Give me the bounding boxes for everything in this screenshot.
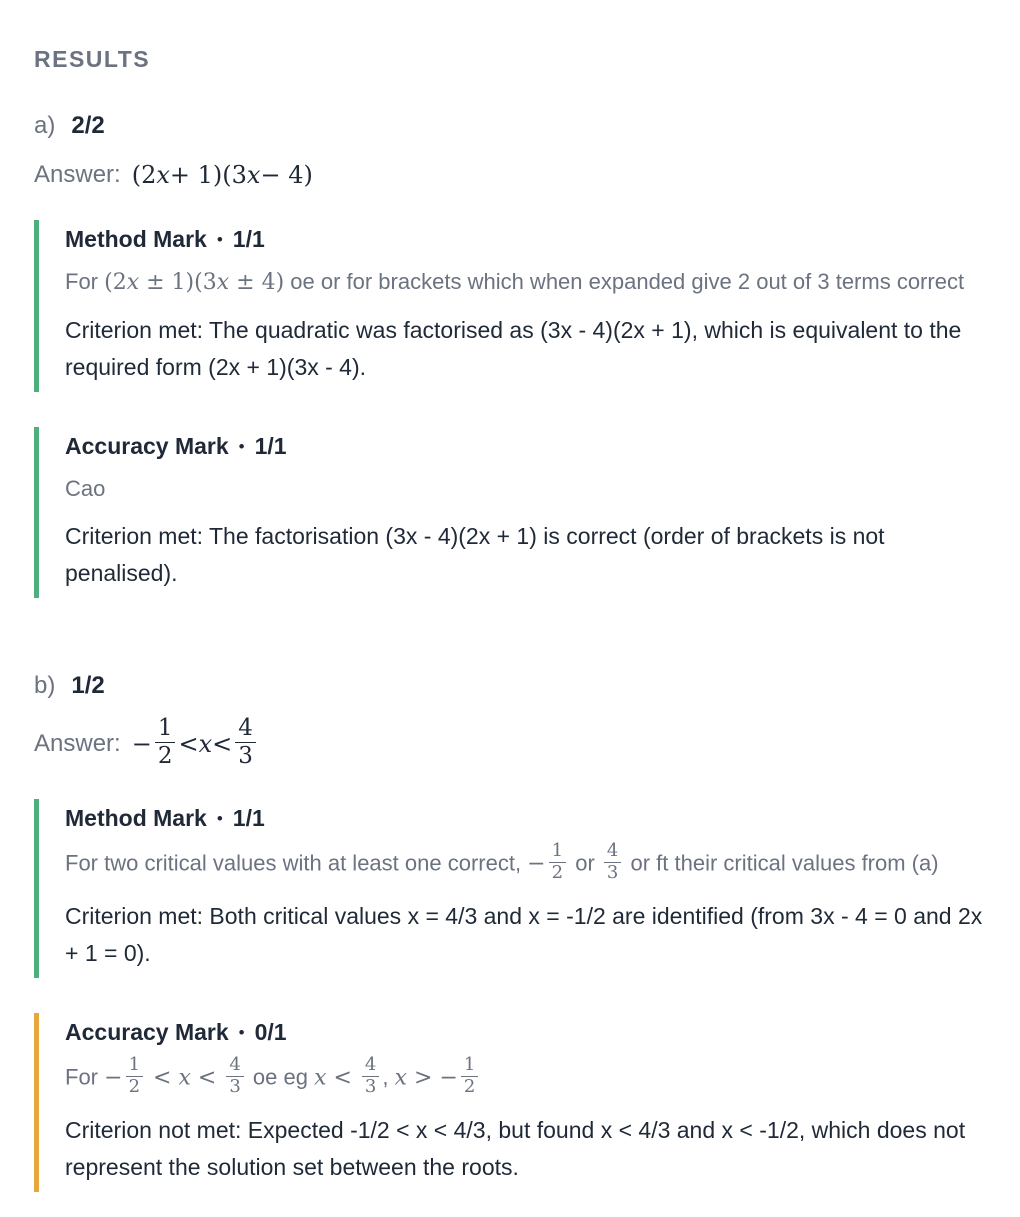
fraction: $\frac{4}{3}$: [226, 1056, 243, 1097]
answer-row: [34, 715, 986, 771]
mark-result: Criterion not met: Expected -1/2 < x < 4/3, but found x < 4/3 and x < -1/2, which does not represent the solution set between the roots.: [65, 1116, 966, 1180]
mark-title: Accuracy Mark: [65, 1018, 229, 1045]
part-label: a): [34, 112, 56, 139]
mark-criterion: Cao: [65, 476, 106, 501]
part-a-section: [34, 112, 986, 598]
mark-title: Method Mark: [65, 226, 207, 252]
mark-title-row: [65, 803, 986, 834]
mark-score: 1/1: [232, 226, 265, 252]
fraction: $\frac{1}{2}$: [126, 1056, 143, 1097]
part-b-section: [34, 672, 986, 1192]
mark-score: 0/1: [254, 1018, 287, 1045]
mark-result: Criterion met: The quadratic was factorised as (3x - 4)(2x + 1), which is equivalent to the required form (2x + 1)(3x - 4).: [65, 317, 962, 380]
fraction: $\frac{1}{2}$: [155, 716, 176, 769]
mark-title-row: [65, 1017, 986, 1048]
method-mark-callout: [34, 799, 986, 978]
part-score: 2/2: [71, 112, 105, 139]
answer-label: Answer:: [34, 730, 121, 758]
method-mark-callout: [34, 220, 986, 392]
mark-result: Criterion met: The factorisation (3x - 4)(2x + 1) is correct (order of brackets is not penalised).: [65, 523, 885, 586]
mark-criterion: For (2x ± 1)(3x ± 4) oe or for brackets which when expanded give 2 out of 3 terms correct: [65, 269, 965, 295]
mark-criterion: For two critical values with at least one correct, − $\frac{1}{2}$ or $\frac{4}{3}$ or ft their critical values from (a): [65, 839, 939, 883]
mark-criterion: For − $\frac{1}{2}$ < x < $\frac{4}{3}$ oe eg x < $\frac{4}{3}$ , x > − $\frac{1}{2}$: [65, 1058, 986, 1099]
fraction: $\frac{4}{3}$: [235, 716, 256, 769]
part-label: b): [34, 672, 56, 699]
answer-math: (2 x + 1)(3 x − 4): [131, 161, 313, 189]
mark-title: Method Mark: [65, 804, 207, 831]
mark-title-row: [65, 224, 986, 255]
accuracy-mark-callout: [34, 427, 986, 598]
answer-label: Answer:: [34, 161, 121, 188]
page-title: RESULTS: [34, 46, 151, 72]
fraction: $\frac{1}{2}$: [549, 842, 566, 883]
accuracy-mark-callout: [34, 1013, 986, 1192]
fraction: $\frac{1}{2}$: [461, 1056, 478, 1097]
bullet-separator: •: [238, 1022, 245, 1042]
mark-score: 1/1: [254, 433, 287, 459]
fraction: $\frac{4}{3}$: [362, 1056, 379, 1097]
part-b-header: [34, 672, 986, 700]
mark-result: Criterion met: Both critical values x = 4/3 and x = -1/2 are identified (from 3x - 4 = 0 and 2x + 1 = 0).: [65, 902, 983, 966]
bullet-separator: •: [216, 230, 223, 249]
part-a-header: [34, 112, 986, 140]
bullet-separator: •: [216, 808, 223, 828]
mark-title-row: [65, 431, 986, 462]
part-score: 1/2: [71, 672, 105, 699]
mark-score: 1/1: [232, 804, 265, 831]
answer-math: − $\frac{1}{2}$ < x < $\frac{4}{3}$: [132, 718, 259, 771]
fraction: $\frac{4}{3}$: [604, 842, 621, 883]
mark-title: Accuracy Mark: [65, 433, 229, 459]
answer-row: [34, 158, 986, 192]
bullet-separator: •: [238, 437, 245, 456]
